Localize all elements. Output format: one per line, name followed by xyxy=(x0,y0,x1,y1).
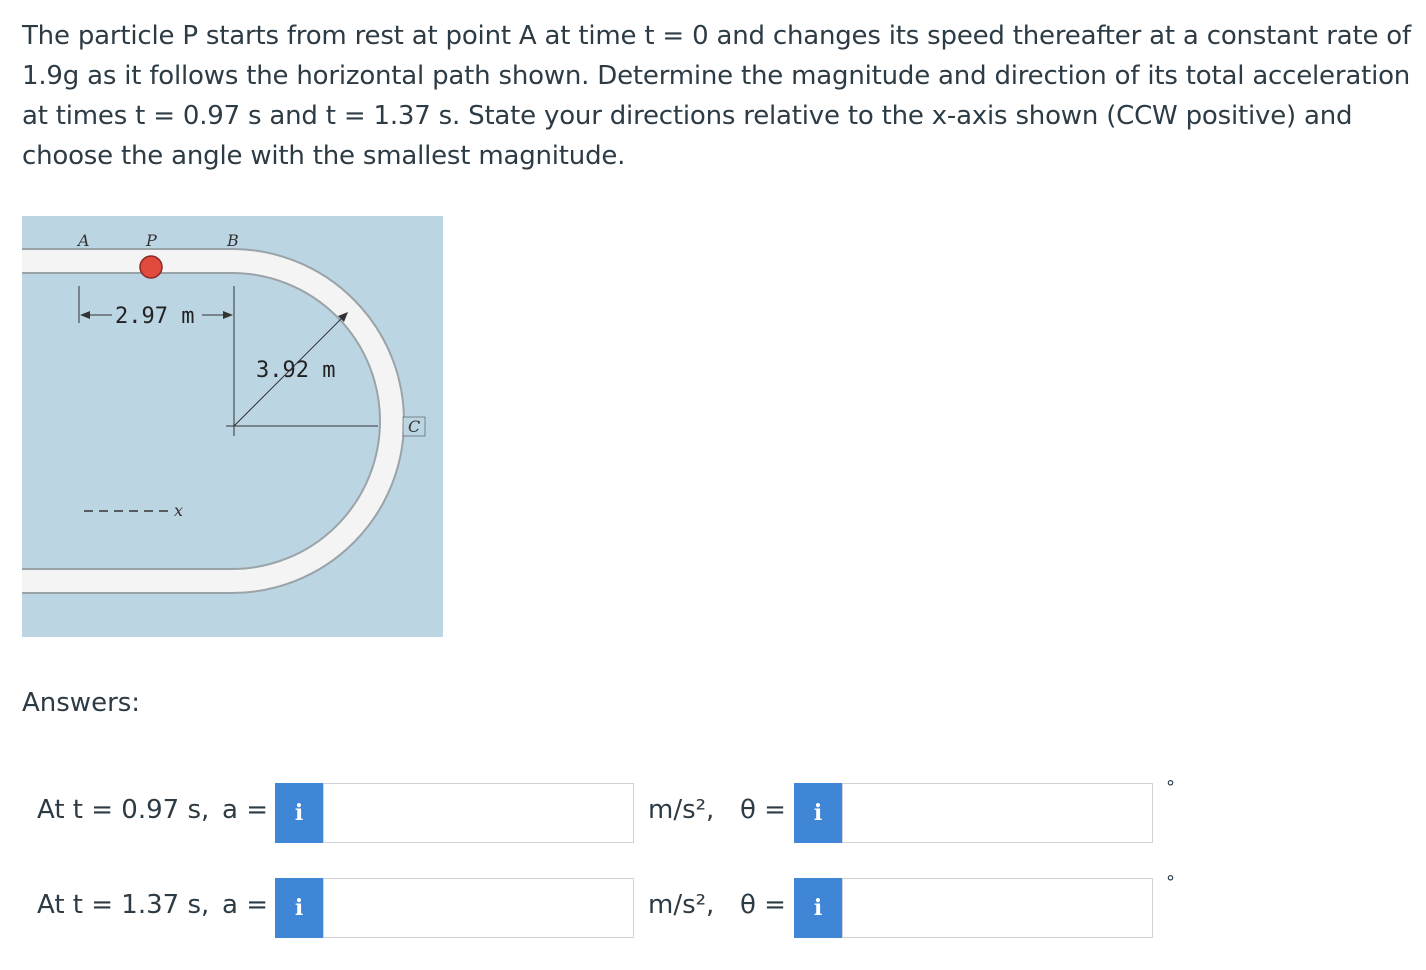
info-button-a1[interactable]: i xyxy=(275,783,323,843)
answers-heading: Answers: xyxy=(22,688,141,718)
degree-label-1: ° xyxy=(1166,777,1175,798)
acceleration-input-1[interactable] xyxy=(323,783,634,843)
unit-label-2: m/s², xyxy=(648,890,715,920)
particle-p xyxy=(140,256,162,278)
problem-statement: The particle P starts from rest at point A at time t = 0 and changes its speed thereafter at a constant rate of 1.9g as it follows the horizontal path shown. Determine the magnitude and direction of its total acceleration at times t = 0.97 s and t = 1.37 s. State your directions relative to the x-axis shown (CCW positive) and choose the angle with the smallest magnitude. xyxy=(22,21,1411,171)
time-label-2: At t = 1.37 s, xyxy=(37,890,210,920)
info-button-theta1[interactable]: i xyxy=(794,783,842,843)
degree-label-2: ° xyxy=(1166,872,1175,893)
label-b: B xyxy=(227,231,239,250)
label-a: A xyxy=(78,231,90,250)
time-label-1: At t = 0.97 s, xyxy=(37,795,210,825)
track-path xyxy=(22,261,392,581)
theta-label-1: θ = xyxy=(740,795,786,825)
angle-input-2[interactable] xyxy=(842,878,1153,938)
label-p: P xyxy=(146,231,157,250)
answer-row-2 xyxy=(0,872,1426,938)
angle-input-1[interactable] xyxy=(842,783,1153,843)
info-button-a2[interactable]: i xyxy=(275,878,323,938)
label-x-axis: x xyxy=(174,501,184,520)
path-diagram xyxy=(22,216,443,637)
acceleration-input-2[interactable] xyxy=(323,878,634,938)
answer-row-1 xyxy=(0,777,1426,843)
theta-label-2: θ = xyxy=(740,890,786,920)
a-label-2: a = xyxy=(222,890,268,920)
info-button-theta2[interactable]: i xyxy=(794,878,842,938)
unit-label-1: m/s², xyxy=(648,795,715,825)
path-figure xyxy=(22,216,443,637)
a-label-1: a = xyxy=(222,795,268,825)
label-c: C xyxy=(408,417,421,436)
dim-ab-label: 2.97 m xyxy=(115,304,195,329)
dim-radius-label: 3.92 m xyxy=(256,358,336,383)
